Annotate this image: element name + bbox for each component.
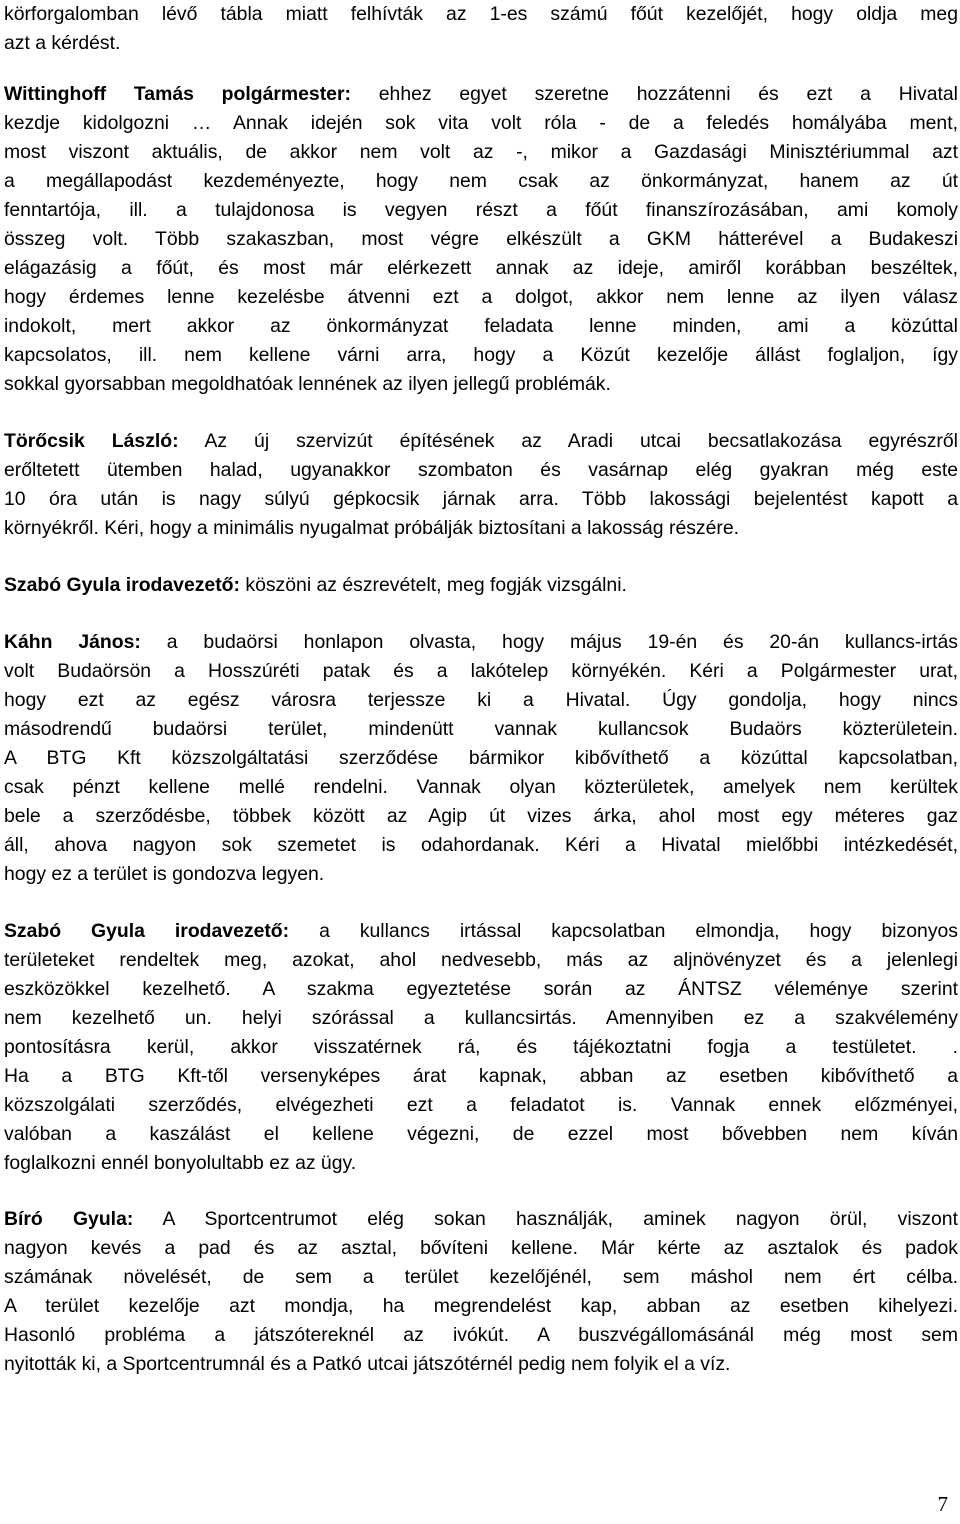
text-line: most viszont aktuális, de akkor nem volt az -, mikor a Gazdasági Minisztériummal azt [4,141,958,163]
text-line: indokolt, mert akkor az önkormányzat feladata lenne minden, ami a közúttal [4,315,958,337]
text-line: valóban a kaszálást el kellene végezni, de ezzel most bővebben nem kíván [4,1123,958,1145]
text-line: környékről. Kéri, hogy a minimális nyugalmat próbálják biztosítani a lakosság részére. [4,517,740,539]
text-line: hogy ezt az egész városra terjessze ki a Hivatal. Úgy gondolja, hogy nincs [4,689,958,711]
text-line: foglalkozni ennél bonyolultabb ez az ügy. [4,1152,357,1174]
text-line: azt a kérdést. [4,32,121,54]
text-line: nagyon kevés a pad és az asztal, bővíteni kellene. Már kérte az asztalok és padok [4,1237,958,1259]
statement-text: a kullancs irtással kapcsolatban elmondja, hogy bizonyos [319,920,958,942]
speaker-name: Bíró Gyula: [4,1208,134,1230]
text-line: hogy érdemes lenne kezelésbe átvenni ezt a dolgot, akkor nem lenne az ilyen válasz [4,286,958,308]
speaker-name: Törőcsik László: [4,430,179,452]
text-line: erőltetett ütemben halad, ugyanakkor szombaton és vasárnap elég gyakran még este [4,459,958,481]
text-line: körforgalomban lévő tábla miatt felhívták az 1-es számú főút kezelőjét, hogy oldja meg [4,3,958,25]
text-line: területeket rendeltek meg, azokat, ahol nedvesebb, más az aljnövényzet és a jelenlegi [4,949,958,971]
text-line: Hasonló probléma a játszótereknél az ivókút. A buszvégállomásánál még most sem [4,1324,958,1346]
statement-text: a budaörsi honlapon olvasta, hogy május 19-én és 20-án kullancs-irtás [166,631,959,653]
paragraph-kahn [4,628,958,889]
text-line: A BTG Kft közszolgáltatási szerződése bármikor kibővíthető a közúttal kapcsolatban, [4,747,958,769]
text-line: áll, ahova nagyon sok szemetet is odahordanak. Kéri a Hivatal mielőbbi intézkedését, [4,834,958,856]
text-line [4,917,958,946]
text-line: A terület kezelője azt mondja, ha megrendelést kap, abban az esetben kihelyezi. [4,1295,958,1317]
text-line [4,80,958,109]
paragraph-biro [4,1205,958,1379]
speaker-name: Káhn János: [4,631,141,653]
page-number: 7 [937,1492,948,1516]
text-line: számának növelését, de sem a terület kezelőjénél, sem máshol nem ért célba. [4,1266,958,1288]
statement-text: A Sportcentrumot elég sokan használják, aminek nagyon örül, viszont [162,1208,958,1230]
text-line: nem kezelhető un. helyi szórással a kullancsirtás. Amennyiben ez a szakvélemény [4,1007,958,1029]
text-line: Ha a BTG Kft-től versenyképes árat kapnak, abban az esetben kibővíthető a [4,1065,958,1087]
speaker-name: Szabó Gyula irodavezető: [4,574,240,596]
paragraph-torocsik [4,427,958,543]
text-line: közszolgálati szerződés, elvégezheti ezt a feladatot is. Vannak ennek előzményei, [4,1094,958,1116]
text-line [4,427,958,456]
text-line: kezdje kidolgozni … Annak idején sok vita volt róla - de a feledés homályába ment, [4,112,958,134]
text-line: hogy ez a terület is gondozva legyen. [4,863,325,885]
text-line: volt Budaörsön a Hosszúréti patak és a lakótelep környékén. Kéri a Polgármester urat, [4,660,958,682]
paragraph-intro [4,0,958,58]
text-line [4,1205,958,1234]
text-line [4,628,958,657]
paragraph-szabo-1 [4,571,958,600]
statement-text: Az új szervizút építésének az Aradi utcai becsatlakozása egyrészről [204,430,958,452]
text-line: fenntartója, ill. a tulajdonosa is vegyen részt a főút finanszírozásában, ami komoly [4,199,958,221]
paragraph-szabo-2 [4,917,958,1178]
statement-text: köszöni az észrevételt, meg fogják vizsgálni. [245,574,627,596]
text-line: bele a szerződésbe, többek között az Agip út vizes árka, ahol most egy méteres gaz [4,805,958,827]
text-line: összeg volt. Több szakaszban, most végre elkészült a GKM hátterével a Budakeszi [4,228,958,250]
statement-text: ehhez egyet szeretne hozzátenni és ezt a Hivatal [378,83,958,105]
text-line: elágazásig a főút, és most már elérkezett annak az ideje, amiről korábban beszéltek, [4,257,958,279]
text-line: pontosításra kerül, akkor visszatérnek rá, és tájékoztatni fogja a testületet. . [4,1036,958,1058]
text-line: csak pénzt kellene mellé rendelni. Vannak olyan közterületek, amelyek nem kerültek [4,776,958,798]
paragraph-wittinghoff [4,80,958,399]
text-line: kapcsolatos, ill. nem kellene várni arra, hogy a Közút kezelője állást foglaljon, így [4,344,958,366]
text-line [4,571,958,600]
text-line: eszközökkel kezelhető. A szakma egyeztetése során az ÁNTSZ véleménye szerint [4,978,958,1000]
text-line: nyitották ki, a Sportcentrumnál és a Patkó utcai játszótérnél pedig nem folyik el a víz. [4,1353,731,1375]
text-line: a megállapodást kezdeményezte, hogy nem csak az önkormányzat, hanem az út [4,170,958,192]
text-line: 10 óra után is nagy súlyú gépkocsik járnak arra. Több lakossági bejelentést kapott a [4,488,958,510]
text-line: másodrendű budaörsi terület, mindenütt vannak kullancsok Budaörs közterületein. [4,718,958,740]
speaker-name: Szabó Gyula irodavezető: [4,920,290,942]
speaker-name: Wittinghoff Tamás polgármester: [4,83,351,105]
text-line: sokkal gyorsabban megoldhatóak lennének az ilyen jellegű problémák. [4,373,611,395]
